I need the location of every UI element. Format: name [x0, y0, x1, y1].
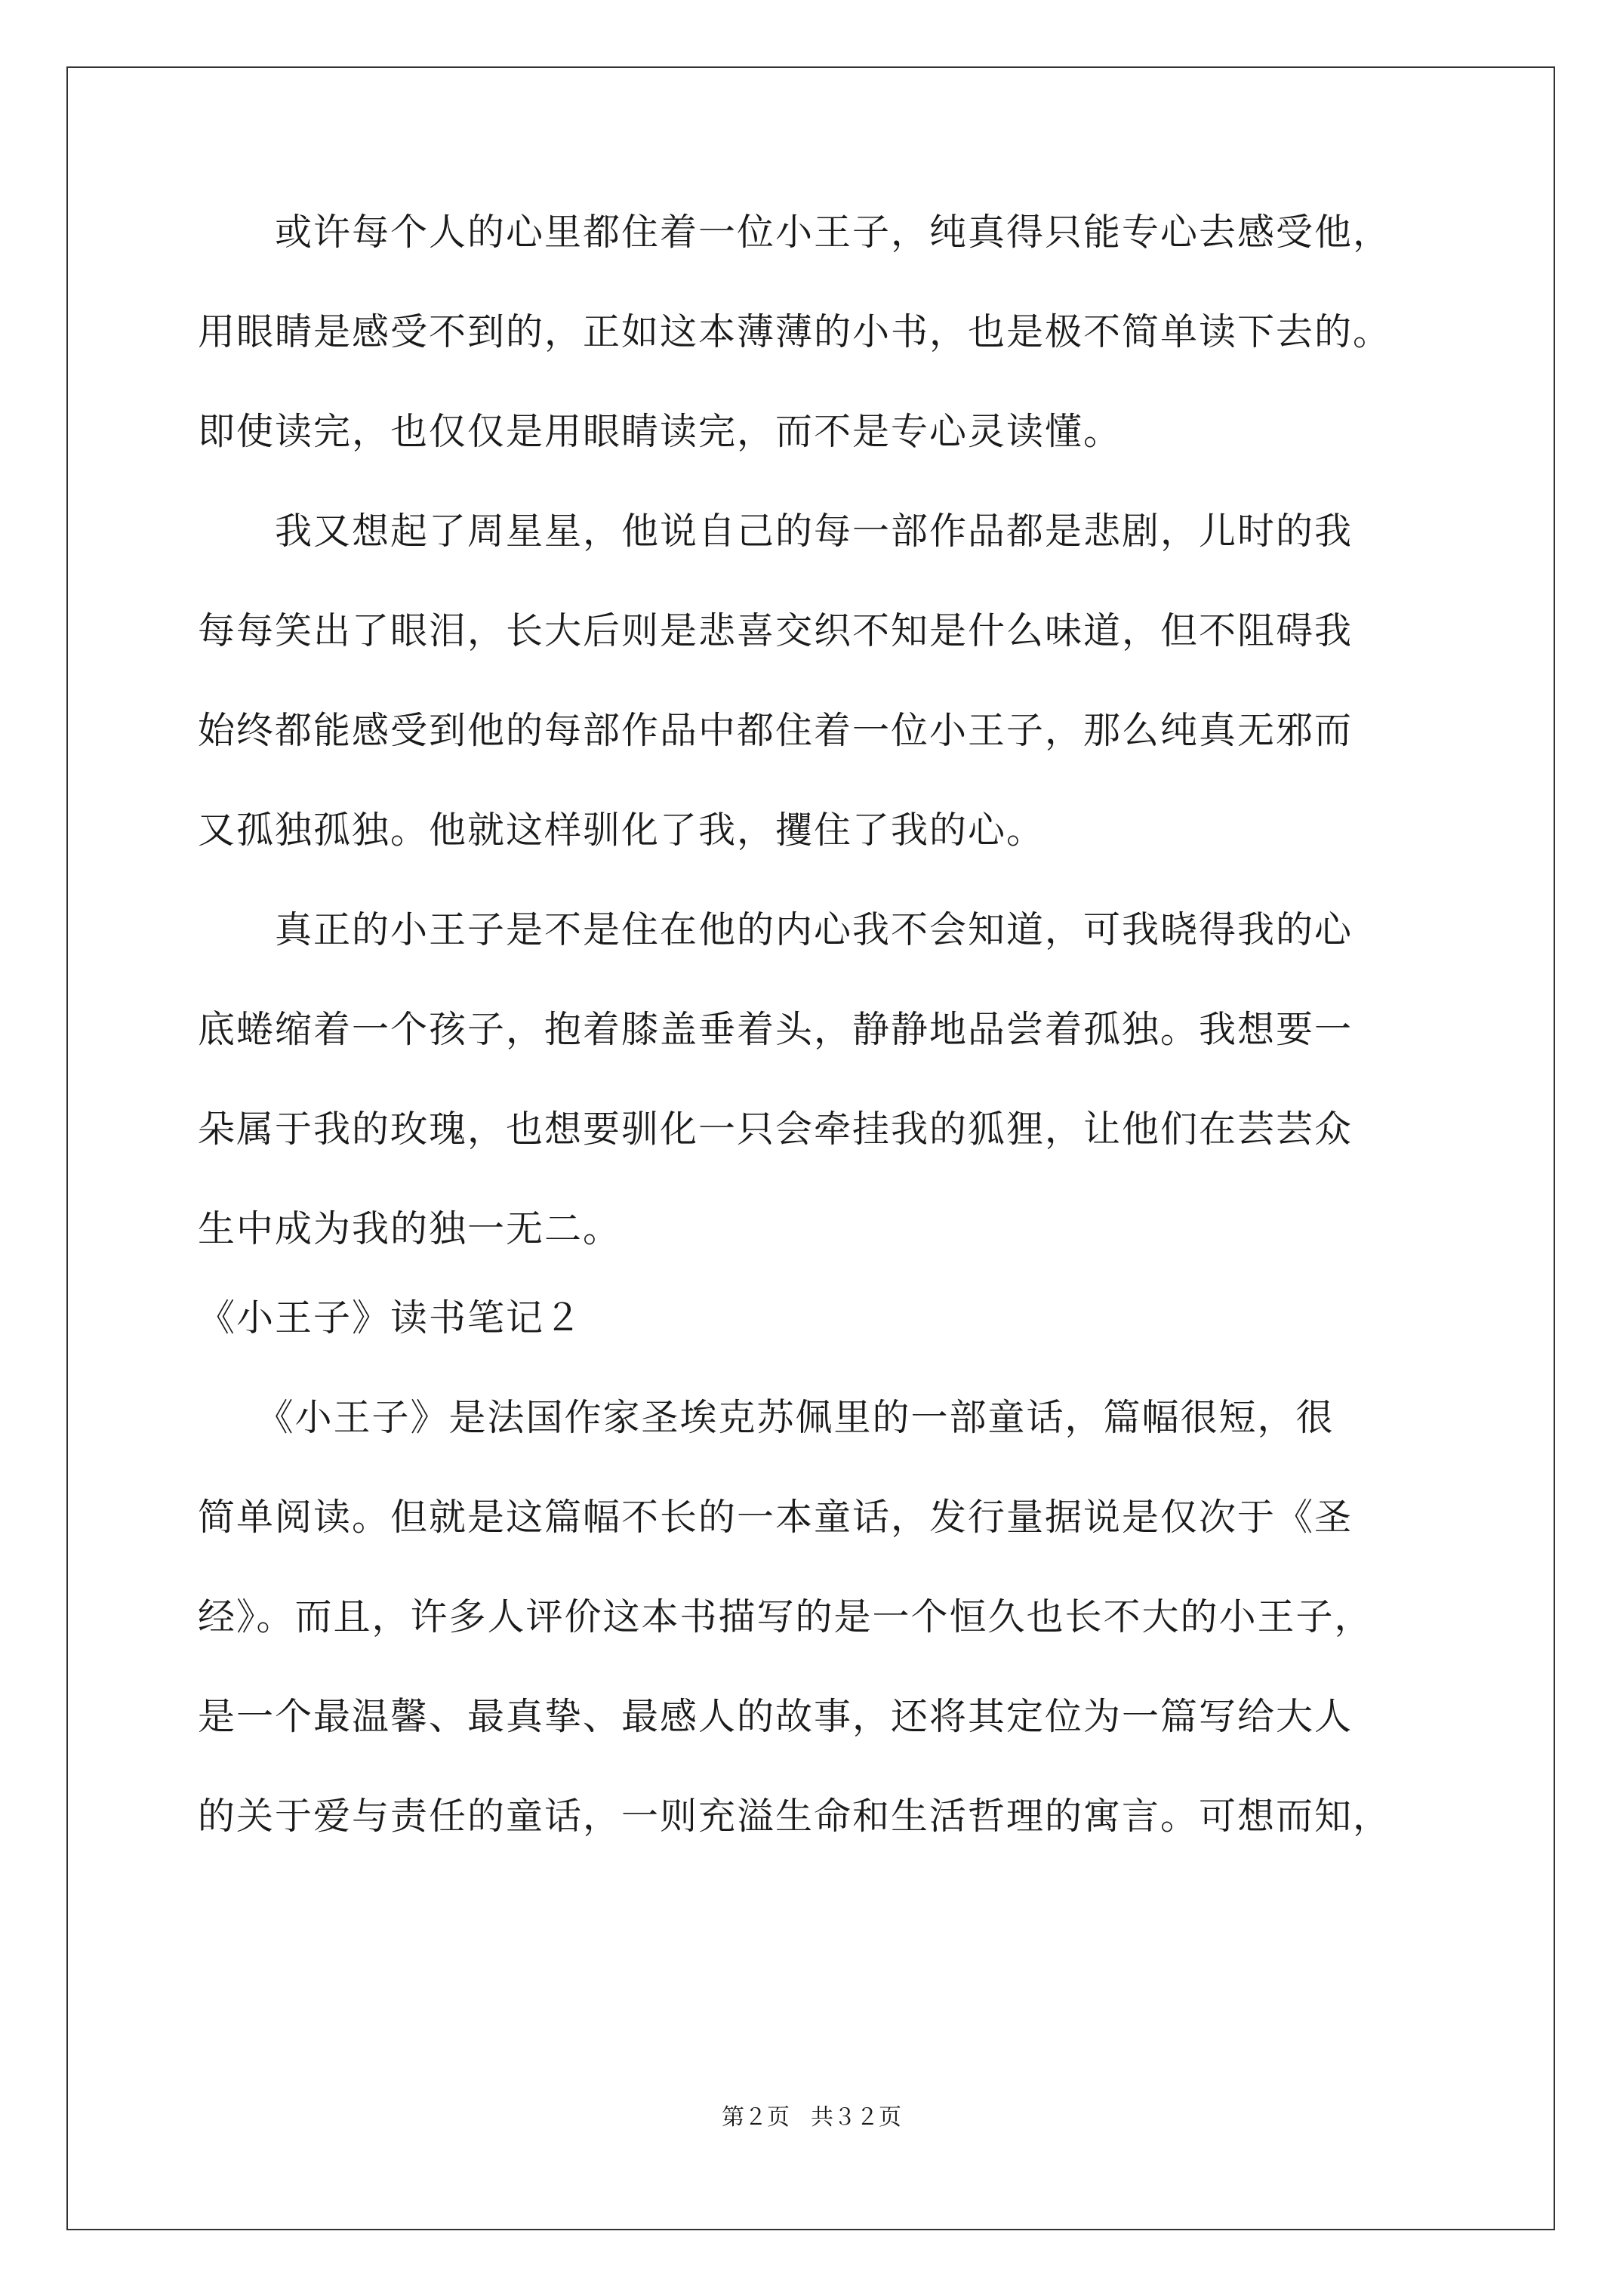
paragraph-line: 每每笑出了眼泪，长大后则是悲喜交织不知是什么味道，但不阻碍我: [198, 609, 1354, 652]
paragraph-line: 简单阅读。但就是这篇幅不长的一本童话，发行量据说是仅次于《圣: [198, 1496, 1354, 1539]
paragraph-line: 或许每个人的心里都住着一位小王子，纯真得只能专心去感受他，: [198, 211, 1392, 254]
page-total: 共３２页: [811, 2104, 901, 2131]
section-heading: 《小王子》读书笔记２: [198, 1296, 584, 1339]
paragraph-line: 我又想起了周星星，他说自己的每一部作品都是悲剧，儿时的我: [198, 510, 1354, 553]
paragraph-line: 朵属于我的玫瑰，也想要驯化一只会牵挂我的狐狸，让他们在芸芸众: [198, 1108, 1354, 1151]
paragraph-line: 即使读完，也仅仅是用眼睛读完，而不是专心灵读懂。: [198, 410, 1123, 453]
paragraph-line: 始终都能感受到他的每部作品中都住着一位小王子，那么纯真无邪而: [198, 709, 1354, 752]
paragraph-line: 经》。而且，许多人评价这本书描写的是一个恒久也长不大的小王子，: [198, 1595, 1373, 1638]
paragraph-line: 的关于爱与责任的童话，一则充溢生命和生活哲理的寓言。可想而知，: [198, 1795, 1392, 1838]
paragraph-line: 是一个最温馨、最真挚、最感人的故事，还将其定位为一篇写给大人: [198, 1695, 1354, 1738]
page-footer: [0, 2103, 1623, 2133]
paragraph-line: 《小王子》是法国作家圣埃克苏佩里的一部童话，篇幅很短，很: [198, 1396, 1335, 1439]
paragraph-line: 用眼睛是感受不到的，正如这本薄薄的小书，也是极不简单读下去的。: [198, 310, 1392, 353]
paragraph-line: 底蜷缩着一个孩子，抱着膝盖垂着头，静静地品尝着孤独。我想要一: [198, 1008, 1354, 1051]
paragraph-line: 又孤独孤独。他就这样驯化了我，攫住了我的心。: [198, 809, 1046, 852]
page-number: 第２页: [722, 2104, 790, 2131]
paragraph-line: 真正的小王子是不是住在他的内心我不会知道，可我晓得我的心: [198, 908, 1354, 951]
paragraph-line: 生中成为我的独一无二。: [198, 1207, 622, 1250]
